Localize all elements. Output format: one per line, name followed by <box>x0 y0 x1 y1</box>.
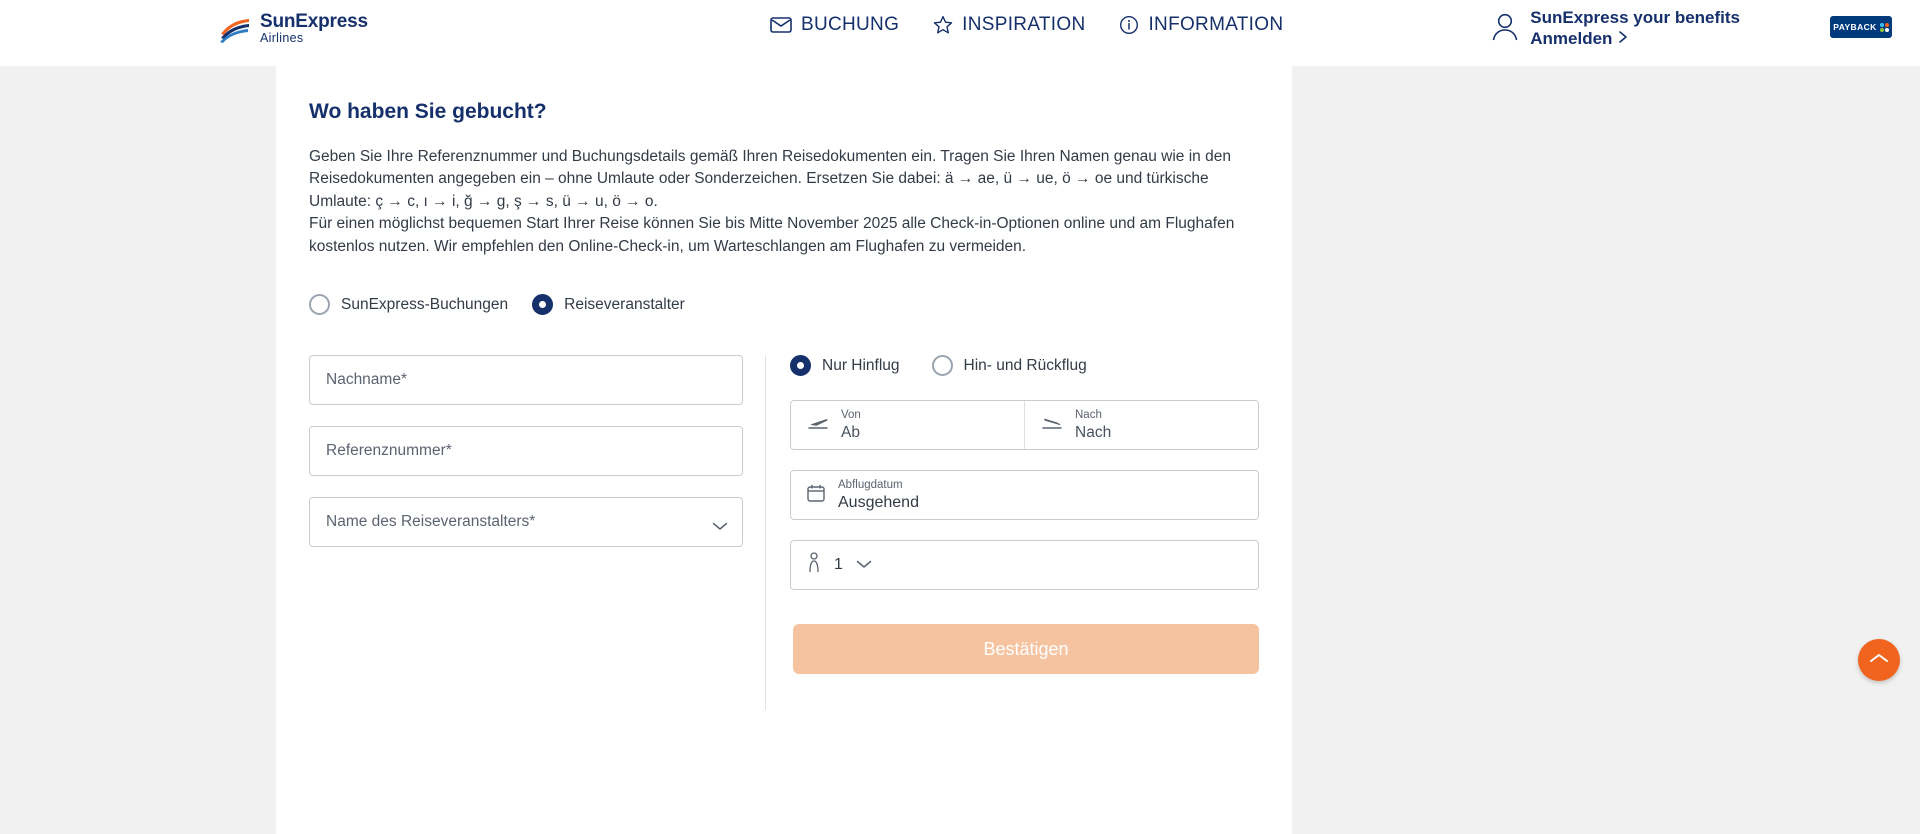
destination-field[interactable] <box>1024 401 1258 449</box>
origin-field[interactable] <box>791 401 1024 449</box>
site-header <box>0 0 1920 66</box>
nav-label-information: INFORMATION <box>1148 14 1284 35</box>
lastname-placeholder: Nachname* <box>326 371 407 389</box>
payback-badge[interactable] <box>1830 16 1892 38</box>
radio-indicator-round-trip[interactable] <box>932 355 953 376</box>
chevron-down-icon <box>712 518 728 536</box>
intro-paragraph-1: Geben Sie Ihre Referenznummer und Buchungsdetails gemäß Ihren Reisedokumenten ein. Tragen Sie Ihren Namen genau wie in den Reisedokumenten angegeben ein – ohne Umlaute oder Sonderzeichen. Ersetzen Sie dabei: ä → ae, ü → ue, ö → oe und türkische Umlaute: ç → c, ı → i, ğ → g, ş → s, ü → u, ö → o. <box>309 148 1231 210</box>
radio-indicator-one-way[interactable] <box>790 355 811 376</box>
chevron-up-icon <box>1869 651 1889 669</box>
page-body <box>0 66 1920 834</box>
plane-departure-icon <box>807 414 829 437</box>
star-icon <box>933 15 953 35</box>
login-label: Anmelden <box>1530 29 1613 49</box>
tour-operator-select[interactable] <box>309 497 743 547</box>
logo-line1: SunExpress <box>260 11 368 33</box>
page-title: Wo haben Sie gebucht? <box>309 100 547 123</box>
route-fields <box>790 400 1259 450</box>
nav-item-inspiration[interactable] <box>933 14 1085 36</box>
plane-arrival-icon <box>1041 414 1063 437</box>
nav-item-information[interactable] <box>1119 14 1283 36</box>
nav-label-buchung: BUCHUNG <box>801 14 900 35</box>
radio-label-sunexpress: SunExpress-Buchungen <box>341 295 509 313</box>
trip-type-radiogroup <box>790 355 1259 376</box>
payback-dots-icon <box>1880 23 1889 32</box>
scroll-to-top-button[interactable] <box>1858 639 1900 681</box>
radio-indicator-reiseveranstalter[interactable] <box>532 294 553 315</box>
departure-date-stack <box>838 479 919 513</box>
nav-item-buchung[interactable] <box>770 14 899 36</box>
departure-date-label: Abflugdatum <box>838 478 903 491</box>
user-icon <box>1490 10 1520 46</box>
chevron-down-icon <box>856 556 872 574</box>
origin-stack <box>841 409 861 442</box>
main-navigation <box>770 14 1283 36</box>
radio-reiseveranstalter[interactable] <box>532 294 685 315</box>
logo-line2: Airlines <box>260 31 304 46</box>
chevron-right-icon <box>1618 28 1629 49</box>
passenger-count-value: 1 <box>834 556 843 574</box>
form-left-column <box>309 355 766 710</box>
checkin-card <box>276 66 1292 834</box>
origin-label: Von <box>841 408 861 421</box>
radio-label-one-way: Nur Hinflug <box>822 356 900 374</box>
radio-indicator-sunexpress[interactable] <box>309 294 330 315</box>
sunexpress-logo-icon <box>218 12 252 46</box>
passenger-count-select[interactable] <box>790 540 1259 590</box>
booking-source-radiogroup <box>309 294 1259 315</box>
destination-stack <box>1075 409 1111 442</box>
logo[interactable] <box>218 12 368 46</box>
ticket-icon <box>770 16 792 34</box>
benefits-label: SunExpress your benefits <box>1530 8 1740 27</box>
login-row[interactable] <box>1530 28 1740 49</box>
lastname-input[interactable] <box>309 355 743 405</box>
radio-one-way[interactable] <box>790 355 900 376</box>
reference-number-input[interactable] <box>309 426 743 476</box>
destination-value: Nach <box>1075 424 1112 442</box>
departure-date-field[interactable] <box>790 470 1259 520</box>
intro-paragraph-2: Für einen möglichst bequemen Start Ihrer Reise können Sie bis Mitte November 2025 alle Check-in-Optionen online und am Flughafen kostenlos nutzen. Wir empfehlen den Online-Check-in, um Warteschlangen am Flughafen zu vermeiden. <box>309 215 1235 255</box>
radio-label-reiseveranstalter: Reiseveranstalter <box>564 295 685 313</box>
account-text <box>1530 7 1740 50</box>
reference-number-placeholder: Referenznummer* <box>326 442 452 460</box>
info-icon <box>1119 15 1139 35</box>
form-columns <box>309 355 1259 710</box>
destination-label: Nach <box>1075 408 1102 421</box>
radio-round-trip[interactable] <box>932 355 1087 376</box>
nav-label-inspiration: INSPIRATION <box>962 14 1086 35</box>
passenger-icon <box>807 552 821 579</box>
radio-sunexpress-buchungen[interactable] <box>309 294 508 315</box>
calendar-icon <box>807 484 825 507</box>
tour-operator-placeholder: Name des Reiseveranstalters* <box>326 513 536 531</box>
payback-label: PAYBACK <box>1833 22 1877 32</box>
account-menu[interactable] <box>1490 7 1740 50</box>
form-right-column <box>766 355 1259 710</box>
radio-label-round-trip: Hin- und Rückflug <box>963 356 1087 374</box>
confirm-button[interactable]: Bestätigen <box>793 624 1259 674</box>
origin-value: Ab <box>841 424 860 442</box>
departure-date-value: Ausgehend <box>838 493 919 511</box>
logo-text <box>260 12 368 45</box>
